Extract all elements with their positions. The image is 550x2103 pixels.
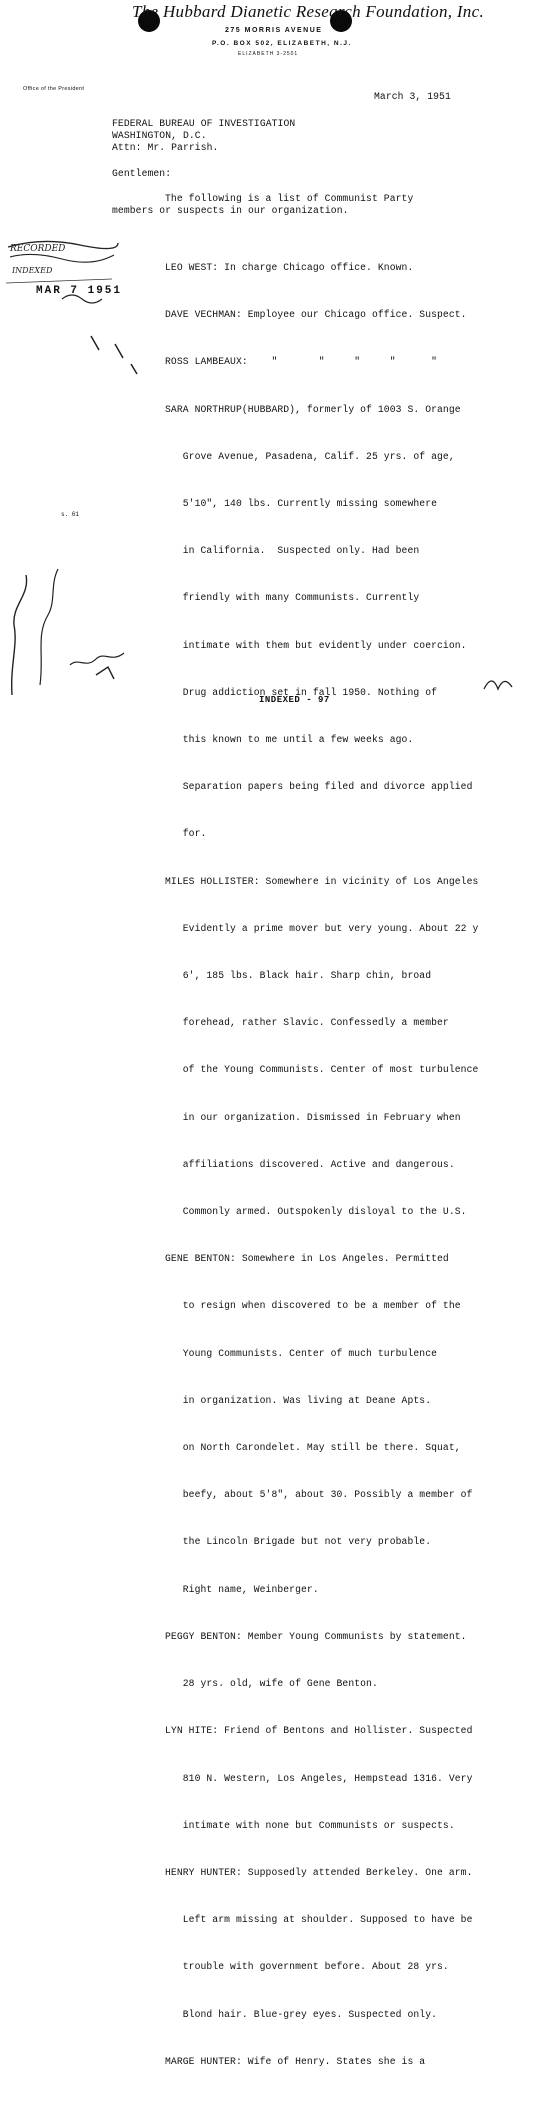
list-item: intimate with them but evidently under coercion.	[165, 639, 467, 651]
letterhead-phone: ELIZABETH 3-2501	[238, 51, 299, 57]
list-item: Blond hair. Blue-grey eyes. Suspected only.	[165, 2008, 438, 2020]
list-item: this known to me until a few weeks ago.	[165, 734, 414, 746]
list-item: friendly with many Communists. Currently	[165, 592, 420, 604]
list-item: beefy, about 5'8", about 30. Possibly a member of	[165, 1489, 473, 1501]
records-stamp	[2, 235, 122, 315]
initials-scribble-icon	[480, 665, 520, 701]
list-item: HENRY HUNTER: Supposedly attended Berkeley. One arm.	[165, 1866, 473, 1878]
entries-list	[165, 226, 478, 2103]
list-item: Right name, Weinberger.	[165, 1583, 319, 1595]
list-item: the Lincoln Brigade but not very probable.	[165, 1536, 432, 1548]
list-item: 28 yrs. old, wife of Gene Benton.	[165, 1678, 378, 1690]
list-item: Young Communists. Center of much turbulence	[165, 1347, 438, 1359]
list-item: in our organization. Dismissed in February when	[165, 1111, 461, 1123]
letter-date: March 3, 1951	[374, 91, 451, 102]
list-item: Commonly armed. Outspokenly disloyal to the U.S.	[165, 1206, 467, 1218]
list-item: GENE BENTON: Somewhere in Los Angeles. Permitted	[165, 1253, 449, 1265]
list-item: 5'10", 140 lbs. Currently missing somewhere	[165, 498, 438, 510]
salutation: Gentlemen:	[112, 168, 172, 179]
margin-note: s. 61	[61, 511, 80, 518]
list-item: 6', 185 lbs. Black hair. Sharp chin, broad	[165, 970, 432, 982]
margin-tick-icon	[85, 330, 145, 390]
list-item: LYN HITE: Friend of Bentons and Hollister. Suspected	[165, 1725, 473, 1737]
stamp-indexed: INDEXED	[12, 266, 53, 275]
recipient-attn: Attn: Mr. Parrish.	[112, 142, 219, 153]
list-item: to resign when discovered to be a member of the	[165, 1300, 461, 1312]
list-item: affiliations discovered. Active and dangerous.	[165, 1158, 455, 1170]
list-item: trouble with government before. About 28 yrs.	[165, 1961, 449, 1973]
list-item: 810 N. Western, Los Angeles, Hempstead 1316. Very	[165, 1772, 473, 1784]
recipient-line-2: WASHINGTON, D.C.	[112, 130, 207, 141]
intro-line-1: The following is a list of Communist Party	[165, 193, 414, 204]
list-item: MARGE HUNTER: Wife of Henry. States she is a	[165, 2055, 426, 2067]
list-item: in California. Suspected only. Had been	[165, 545, 420, 557]
office-of-president: Office of the President	[23, 86, 85, 92]
letterhead-po-box: P.O. BOX 502, ELIZABETH, N.J.	[212, 40, 352, 47]
list-item: LEO WEST: In charge Chicago office. Known.	[165, 262, 414, 273]
list-item: forehead, rather Slavic. Confessedly a member	[165, 1017, 449, 1029]
list-item: Separation papers being filed and divorce applied	[165, 781, 473, 793]
list-item: for.	[165, 828, 207, 840]
list-item: Grove Avenue, Pasadena, Calif. 25 yrs. of age,	[165, 450, 455, 462]
list-item: Drug addiction set in fall 1950. Nothing of	[165, 686, 438, 698]
list-item: of the Young Communists. Center of most turbulence	[165, 1064, 479, 1076]
list-item: intimate with none but Communists or suspects.	[165, 1819, 455, 1831]
list-item: ROSS LAMBEAUX: " " " " "	[165, 356, 438, 368]
handwriting-scribble-icon	[0, 545, 140, 705]
list-item: PEGGY BENTON: Member Young Communists by statement.	[165, 1630, 467, 1642]
list-item: DAVE VECHMAN: Employee our Chicago office. Suspect.	[165, 309, 467, 321]
letterhead-org-name: The Hubbard Dianetic Research Foundation, Inc.	[132, 2, 485, 21]
footer-index: INDEXED - 97	[259, 695, 330, 705]
list-item: MILES HOLLISTER: Somewhere in vicinity of Los Angeles	[165, 875, 479, 887]
stamp-date: MAR 7 1951	[36, 285, 123, 297]
recipient-line-1: FEDERAL BUREAU OF INVESTIGATION	[112, 118, 296, 129]
list-item: SARA NORTHRUP(HUBBARD), formerly of 1003 S. Orange	[165, 403, 461, 415]
intro-line-2: members or suspects in our organization.	[112, 205, 349, 216]
list-item: on North Carondelet. May still be there. Squat,	[165, 1442, 461, 1454]
letterhead-street: 275 MORRIS AVENUE	[225, 27, 323, 34]
list-item: Evidently a prime mover but very young. About 22 y	[165, 922, 479, 934]
list-item: Left arm missing at shoulder. Supposed to have be	[165, 1914, 473, 1926]
stamp-recorded: RECORDED	[10, 244, 66, 254]
list-item: in organization. Was living at Deane Apts.	[165, 1394, 432, 1406]
